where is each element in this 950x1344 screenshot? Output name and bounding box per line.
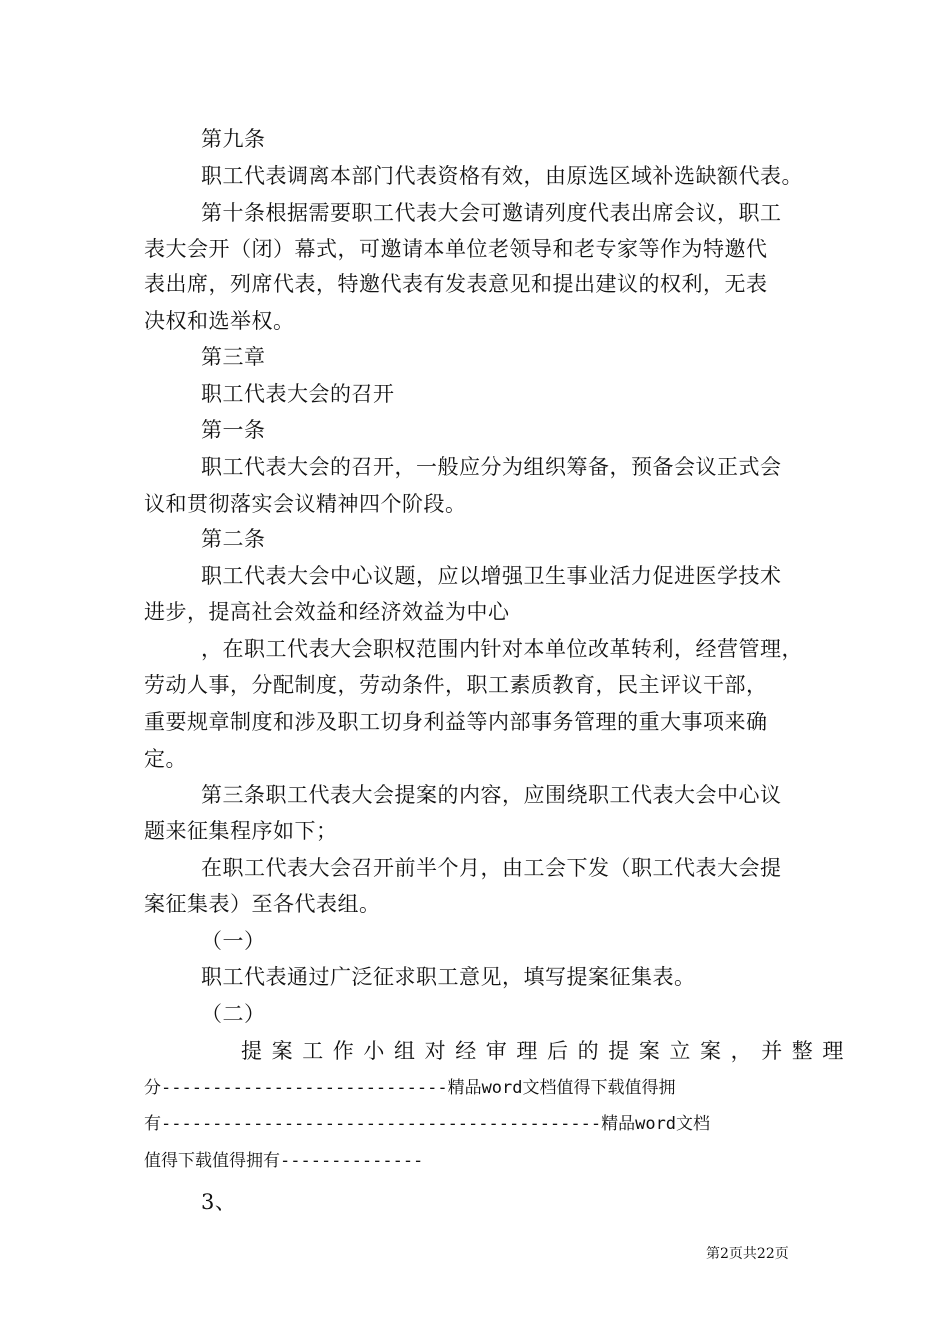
article-heading: 第二条 [201, 527, 266, 551]
text-line: 在职工代表大会召开前半个月，由工会下发（职工代表大会提 [201, 856, 782, 880]
text-line: 职工代表调离本部门代表资格有效，由原选区域补选缺额代表。 [201, 164, 803, 188]
watermark-line: 分----------------------------精品word文档值得下载值得拥 [144, 1078, 676, 1098]
text-line: 职工代表通过广泛征求职工意见，填写提案征集表。 [201, 965, 696, 989]
list-marker: （二） [201, 1002, 266, 1026]
chapter-heading: 第三章 [201, 345, 266, 369]
text-line: 重要规章制度和涉及职工切身利益等内部事务管理的重大事项来确 [144, 710, 768, 734]
text-line: 案征集表）至各代表组。 [144, 892, 381, 916]
text-line: 第九条 [201, 127, 266, 151]
watermark-line: 有-------------------------------------------精品word文档 [144, 1114, 711, 1134]
text-line: 议和贯彻落实会议精神四个阶段。 [144, 492, 467, 516]
text-line: 劳动人事，分配制度，劳动条件，职工素质教育，民主评议干部， [144, 673, 768, 697]
text-line: 提案工作小组对经审理后的提案立案，并整理 [241, 1039, 853, 1063]
text-line: 题来征集程序如下； [144, 819, 338, 843]
text-line: 定。 [144, 747, 187, 771]
watermark-line: 值得下载值得拥有-------------- [144, 1151, 424, 1171]
text-line: ，在职工代表大会职权范围内针对本单位改革转利，经营管理， [201, 637, 803, 661]
text-line: 表大会开（闭）幕式，可邀请本单位老领导和老专家等作为特邀代 [144, 237, 768, 261]
text-line: 进步，提高社会效益和经济效益为中心 [144, 600, 510, 624]
text-line: 决权和选举权。 [144, 309, 295, 333]
text-line: 职工代表大会中心议题，应以增强卫生事业活力促进医学技术 [201, 564, 782, 588]
text-line: 第十条根据需要职工代表大会可邀请列度代表出席会议，职工 [201, 201, 782, 225]
page-number: 第2页共22页 [706, 1246, 789, 1262]
list-marker: （一） [201, 929, 266, 953]
text-line: 表出席，列席代表，特邀代表有发表意见和提出建议的权利，无表 [144, 272, 768, 296]
text-line: 第三条职工代表大会提案的内容，应围绕职工代表大会中心议 [201, 783, 782, 807]
section-heading: 职工代表大会的召开 [201, 382, 395, 406]
article-heading: 第一条 [201, 418, 266, 442]
text-line: 职工代表大会的召开，一般应分为组织筹备，预备会议正式会 [201, 455, 782, 479]
list-marker: 3、 [201, 1190, 237, 1214]
